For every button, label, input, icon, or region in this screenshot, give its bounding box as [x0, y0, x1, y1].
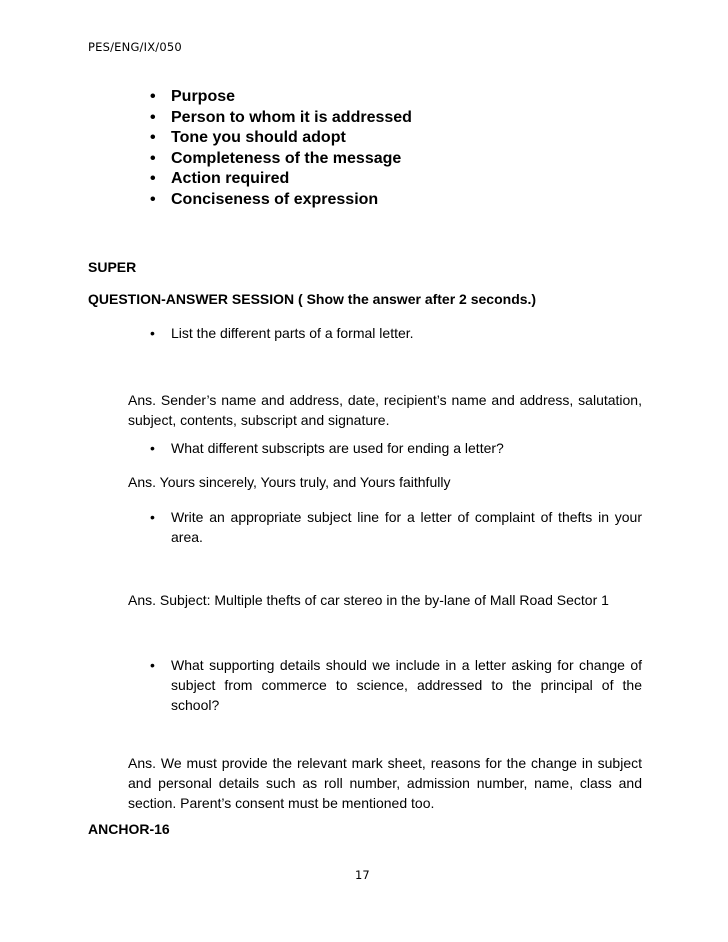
- question-item: [150, 507, 642, 547]
- question-text: What different subscripts are used for ending a letter?: [171, 440, 504, 456]
- answer-text: Ans. We must provide the relevant mark sheet, reasons for the change in subject and personal details such as roll number, admission number, name, class and section. Parent’s consent must be mentioned too.: [128, 755, 642, 811]
- answer-text: Ans. Subject: Multiple thefts of car stereo in the by-lane of Mall Road Sector 1: [128, 592, 609, 608]
- page-number: 17: [355, 868, 370, 882]
- bullet-icon: •: [150, 149, 156, 167]
- bullet-icon: •: [150, 325, 155, 341]
- bullet-icon: •: [150, 190, 156, 208]
- list-item-text: Purpose: [171, 88, 236, 105]
- footer-label: ANCHOR-16: [88, 821, 170, 837]
- question-text: What supporting details should we include in a letter asking for change of subject from commerce to science, addressed to the principal of the school?: [171, 657, 642, 713]
- question-item: [150, 323, 642, 343]
- list-item-text: Completeness of the message: [171, 149, 402, 167]
- answer-text: Ans. Sender’s name and address, date, recipient’s name and address, salutation, subject, contents, subscript and signature.: [128, 392, 642, 428]
- question-item: [150, 438, 642, 458]
- list-item-text: Person to whom it is addressed: [171, 108, 412, 126]
- list-item-text: Tone you should adopt: [171, 129, 346, 146]
- bullet-icon: •: [150, 88, 156, 105]
- bullet-icon: •: [150, 108, 156, 126]
- list-item-text: Conciseness of expression: [171, 190, 379, 208]
- section-label: SUPER: [88, 259, 137, 275]
- question-text: List the different parts of a formal letter.: [171, 325, 414, 341]
- bullet-icon: •: [150, 440, 155, 456]
- bullet-icon: •: [150, 170, 156, 187]
- session-heading: QUESTION-ANSWER SESSION ( Show the answer after 2 seconds.): [88, 291, 537, 307]
- document-code: PES/ENG/IX/050: [88, 40, 182, 54]
- list-item-text: Action required: [171, 170, 290, 187]
- question-item: [150, 655, 642, 715]
- answer-text: Ans. Yours sincerely, Yours truly, and Yours faithfully: [128, 474, 451, 490]
- bullet-icon: •: [150, 129, 156, 146]
- bullet-icon: •: [150, 657, 155, 673]
- bullet-icon: •: [150, 509, 155, 525]
- question-text: Write an appropriate subject line for a letter of complaint of thefts in your area.: [171, 509, 642, 545]
